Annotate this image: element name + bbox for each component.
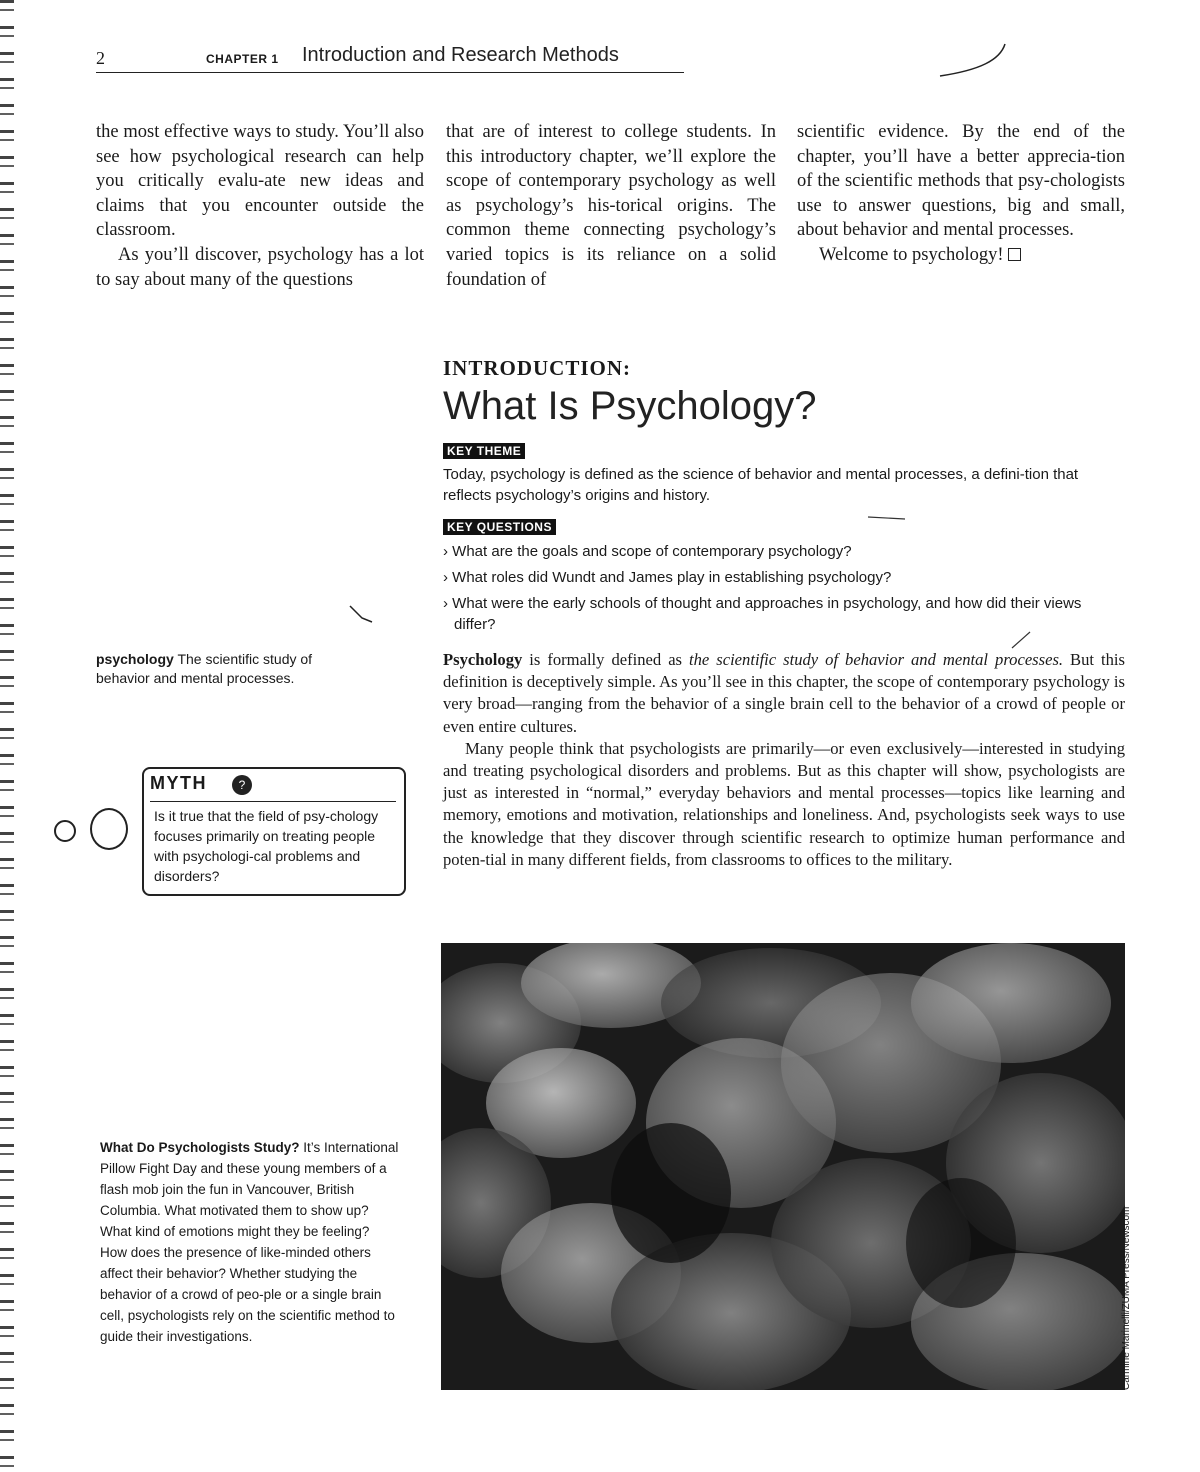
key-term: Psychology [443,650,523,669]
intro-paragraph: the most effective ways to study. You’ll also see how psychological research can help you critically evalu-ate new ideas and claims that you encounter outside the classroom. [96,122,424,241]
myth-question: Is it true that the field of psy-chology focuses primarily on treating people with psychologi-cal problems and disorders? [154,808,379,884]
key-question-item: › What were the early schools of thought and approaches in psychology, and how did their views differ? [443,595,1082,633]
intro-paragraph: that are of interest to college students. In this introductory chapter, we’ll explore the scope of contemporary psychology as well as psychology’s his-torical origins. The common theme connecting psychology’s varied topics is its reliance on a solid foundation of [446,122,776,290]
intro-paragraph: As you’ll discover, psychology has a lot to say about many of the questions [96,244,424,290]
chapter-label: CHAPTER 1 [206,52,279,66]
page-number: 2 [96,48,105,68]
pencil-stroke [868,517,905,519]
intro-paragraph: scientific evidence. By the end of the chapter, you’ll have a better apprecia-tion of the scientific methods that psy-chologists use to answer questions, big and small, about behavior and mental processes. [797,122,1125,241]
key-question-item: › What are the goals and scope of contemporary psychology? [443,543,852,560]
myth-label: MYTH [150,773,207,793]
pencil-stroke [940,44,1005,76]
myth-badge-icon: ? [232,775,252,795]
section-kicker: INTRODUCTION: [443,356,632,380]
caption-text: It’s International Pillow Fight Day and these young members of a flash mob join the fun in Vancouver, British Columbia. What motivated them to show up? What kind of emotions might they be feeling? How does the presence of like-minded others affect their behavior? Whether studying the behavior of a crowd of peo-ple or a single brain cell, psychologists rely on the scientific method to guide their investigations. [100,1140,399,1344]
glossary-term: psychology [96,651,174,667]
key-theme-text: Today, psychology is defined as the science of behavior and mental processes, a defini-tion that reflects psychology’s origins and history. [443,466,1079,504]
pencil-stroke [350,606,372,622]
key-theme-label: KEY THEME [443,443,525,459]
glossary-definition: The scientific study of behavior and mental processes. [96,651,313,686]
key-questions-label: KEY QUESTIONS [443,519,556,535]
chapter-title: Introduction and Research Methods [302,44,619,66]
caption-title: What Do Psychologists Study? [100,1140,300,1155]
section-title: What Is Psychology? [443,384,817,428]
body-paragraph: Many people think that psychologists are primarily—or even exclusively—interested in studying and treating psychological disorders and problems. But as this chapter will show, psychologists are just as interested in “normal,” everyday behaviors and mental processes—topics like learning and memory, emotions and motivation, relationships and loneliness. And, psychologists seek ways to use the knowledge that they discover through scientific research to optimize human performance and poten-tial in many different fields, from classrooms to offices to the military. [443,738,1125,869]
body-paragraph: Psychology is formally defined as the scientific study of behavior and mental processes. But this definition is deceptively simple. As you’ll see in this chapter, the scope of contemporary psychology is very broad—ranging from the behavior of a single brain cell to the behavior of a crowd of people or even entire cultures. [443,650,1125,736]
key-question-item: › What roles did Wundt and James play in establishing psychology? [443,569,892,586]
pencil-stroke [1012,632,1030,648]
welcome-line: Welcome to psychology! [819,244,1004,265]
definition-italic: the scientific study of behavior and mental processes. [689,650,1064,669]
